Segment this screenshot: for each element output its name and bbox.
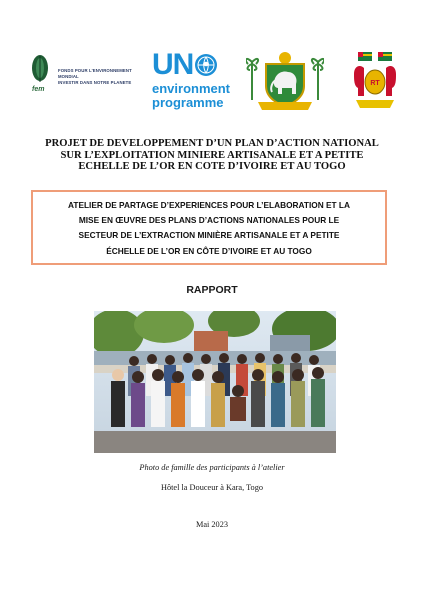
- atelier-title-line: ATELIER DE PARTAGE D’EXPERIENCES POUR L’ELABORATION ET LA: [68, 200, 350, 210]
- unep-un-text: UN: [152, 48, 194, 81]
- gef-fem-logo: [28, 52, 138, 102]
- togo-emblem-text: RT: [370, 80, 380, 87]
- photo-caption: Photo de famille des participants à l’atelier: [139, 463, 285, 472]
- unep-environment-text: environment: [152, 81, 231, 96]
- photo-location: Hôtel la Douceur à Kara, Togo: [160, 483, 264, 492]
- fem-leaf-icon: [28, 52, 52, 86]
- unep-programme-text: programme: [152, 95, 224, 110]
- togo-coat-of-arms-icon: [352, 50, 398, 112]
- report-heading: RAPPORT: [186, 284, 238, 296]
- group-photo: [94, 311, 336, 453]
- cote-divoire-coat-of-arms-icon: [246, 50, 324, 112]
- unep-globe-icon: [194, 53, 218, 77]
- atelier-title-line: ÉCHELLE DE L’OR EN CÔTE D’IVOIRE ET AU TOGO: [106, 245, 312, 256]
- logos-row: [0, 46, 424, 116]
- project-title-line: SUR L’EXPLOITATION MINIERE ARTISANALE ET A PETITE: [60, 149, 364, 161]
- fem-caption: FONDS POUR L'ENVIRONNEMENT MONDIAL INVESTIR DANS NOTRE PLANETE: [58, 68, 132, 85]
- atelier-title-line: SECTEUR DE L’EXTRACTION MINIÈRE ARTISANALE ET A PETITE: [78, 230, 340, 241]
- project-title-line: ECHELLE DE L’OR EN COTE D’IVOIRE ET AU TOGO: [78, 161, 346, 172]
- atelier-title: [33, 198, 385, 259]
- fem-wordmark: fem: [32, 86, 45, 93]
- atelier-title-box: [31, 190, 387, 265]
- atelier-title-line: MISE EN ŒUVRE DES PLANS D’ACTIONS NATIONALES POUR LE: [78, 215, 340, 226]
- project-title: [0, 138, 424, 173]
- project-title-line: PROJET DE DEVELOPPEMENT D’UN PLAN D’ACTION NATIONAL: [45, 138, 379, 149]
- report-date: Mai 2023: [195, 520, 229, 529]
- unep-logo: [150, 48, 231, 112]
